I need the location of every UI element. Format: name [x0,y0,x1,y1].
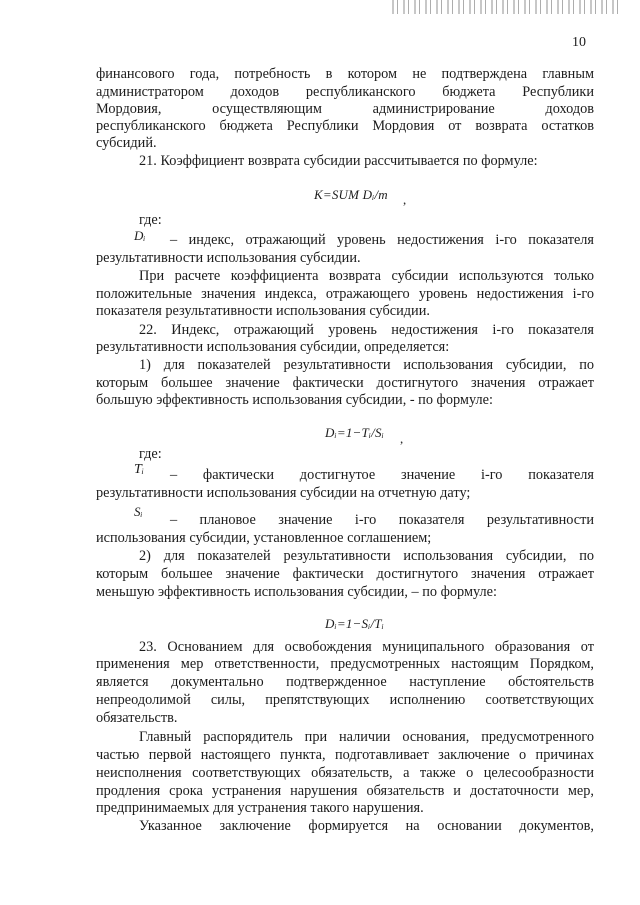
text-line: финансового года, потребность в котором не подтверждена главным [96,66,594,82]
text-line: республиканского бюджета Республики Мордовия от возврата остатков [96,118,594,134]
formula-index-case-1: Dᵢ=1−Tᵢ/Sᵢ [325,425,384,440]
section-23-text: 23. Основанием для освобождения муниципального образования от [139,639,594,655]
text-line: – индекс, отражающий уровень недостижения i-го показателя [170,232,594,248]
text-line: 1) для показателей результативности использования субсидии, по [139,357,594,373]
text-line: непреодолимой силы, препятствующих исполнению соответствующих [96,692,594,708]
text-line: меньшую эффективность использования субсидии, – по формуле: [96,584,497,600]
text-line: которым большее значение фактически достигнутого значения отражает [96,375,594,391]
text-line: показателя результативности использования субсидии. [96,303,430,319]
text-line: является документально подтвержденное наступление обстоятельств [96,674,594,690]
text-line: – фактически достигнутое значение i-го показателя [170,467,594,483]
symbol-d: Dᵢ [134,228,146,243]
symbol-t: Tᵢ [134,462,145,477]
text-line: результативности использования субсидии на отчетную дату; [96,485,471,501]
text-line: обязательств. [96,710,178,726]
scan-artifact [392,0,622,14]
text-line: которым большее значение фактически достигнутого значения отражает [96,566,594,582]
text-line: 22. Индекс, отражающий уровень недостижения i-го показателя [139,322,594,338]
text-line: предпринимаемых для устранения такого нарушения. [96,800,424,816]
text-line: положительные значения индекса, отражающего уровень недостижения i-го [96,286,594,302]
text-line: применения мер ответственности, предусмотренных настоящим Порядком, [96,656,594,672]
formula-comma: , [403,192,407,207]
text-line: 2) для показателей результативности использования субсидии, по [139,548,594,564]
text-line: частью первой настоящего пункта, подготавливает заключение о причинах [96,747,594,763]
text-line: администратором доходов республиканского бюджета Республики [96,84,594,100]
page-number: 10 [572,35,586,50]
text-line: Мордовия, осуществляющим администрирование доходов [96,101,594,117]
text-line: субсидий. [96,135,157,151]
text-line: Главный распорядитель при наличии основания, предусмотренного [139,729,594,745]
text-line: неисполнения соответствующих обязательств, а также о целесообразности [96,765,594,781]
formula-comma: , [400,431,404,446]
text-line: При расчете коэффициента возврата субсидии используются только [139,268,594,284]
text-line: использования субсидии, установленное соглашением; [96,530,432,546]
text-line: где: [139,212,162,228]
symbol-s: Sᵢ [134,504,143,519]
text-line: где: [139,446,162,462]
section-21-heading: 21. Коэффициент возврата субсидии рассчитывается по формуле: [139,153,538,169]
text-line: Указанное заключение формируется на основании документов, [139,818,594,834]
text-line: – плановое значение i-го показателя результативности [170,512,594,528]
text-line: результативности использования субсидии. [96,250,361,266]
formula-index-case-2: Dᵢ=1−Sᵢ/Tᵢ [325,616,384,631]
text-line: результативности использования субсидии, определяется: [96,339,450,355]
text-line: большую эффективность использования субсидии, - по формуле: [96,392,493,408]
formula-return-coefficient: K=SUM Dᵢ/m [314,187,388,202]
text-line: продления срока устранения нарушения обязательств и достаточности мер, [96,783,594,799]
